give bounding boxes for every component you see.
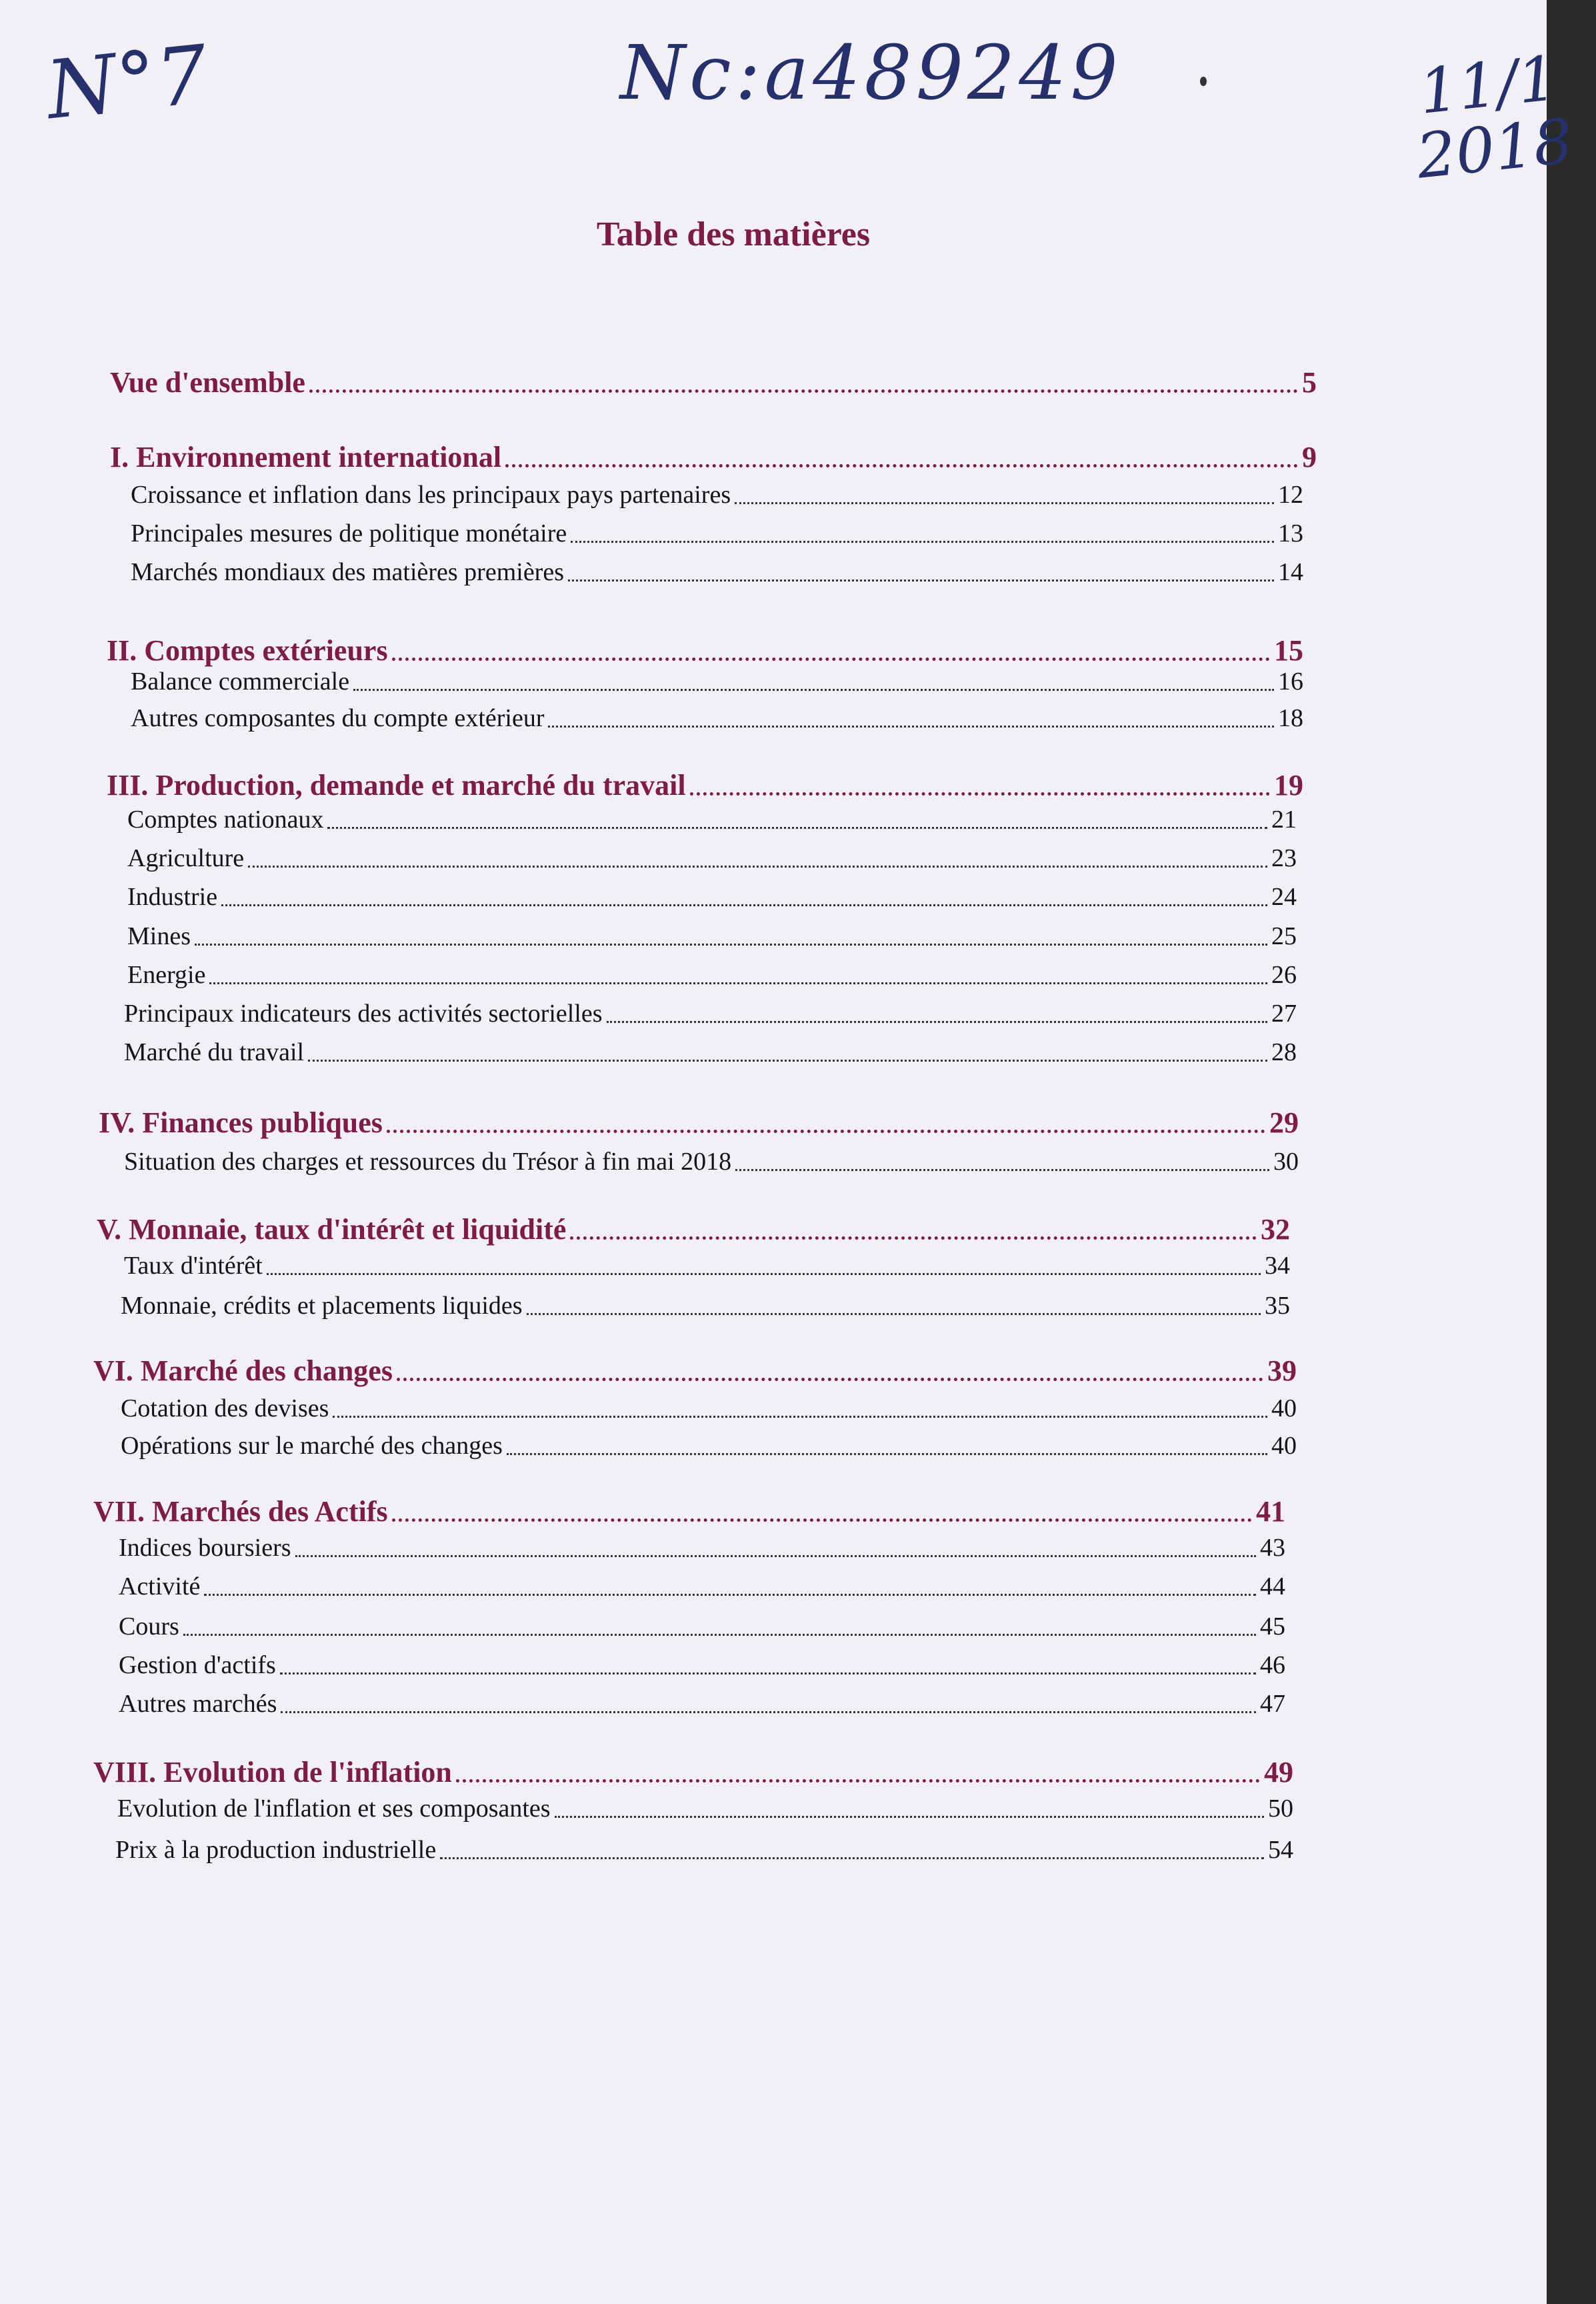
dot-leader [571,541,1274,543]
toc-label: VIII. Evolution de l'inflation [93,1756,452,1789]
toc-label: Mines [127,922,191,950]
toc-page-number: 25 [1271,922,1297,950]
toc-page-number: 47 [1260,1690,1285,1718]
ink-dot [1200,77,1207,86]
toc-entry[interactable] [119,1572,1285,1601]
toc-label: V. Monnaie, taux d'intérêt et liquidité [97,1213,567,1246]
toc-page-number: 26 [1271,961,1297,989]
dot-leader [387,1130,1265,1133]
toc-page-number: 13 [1278,519,1303,547]
dot-leader [392,658,1270,661]
toc-section[interactable] [93,1755,1293,1789]
toc-entry[interactable] [119,1689,1285,1718]
dot-leader [607,1021,1267,1023]
dot-leader [353,689,1274,691]
dot-leader [333,1416,1267,1418]
dot-leader [548,726,1274,728]
toc-page-number: 39 [1267,1354,1297,1387]
toc-label: IV. Finances publiques [99,1106,383,1139]
toc-page-number: 27 [1271,1000,1297,1028]
toc-entry[interactable] [131,480,1303,509]
dot-leader [456,1779,1260,1783]
dot-leader [280,1672,1256,1674]
toc-page-number: 45 [1260,1612,1285,1640]
toc-entry[interactable] [124,999,1297,1028]
dot-leader [392,1518,1252,1522]
toc-section[interactable] [110,365,1317,399]
toc-entry[interactable] [131,667,1303,696]
dot-leader [735,502,1274,504]
toc-page-number: 44 [1260,1572,1285,1600]
dot-leader [308,1060,1267,1062]
toc-label: Balance commerciale [131,668,350,696]
toc-label: Autres composantes du compte extérieur [131,704,545,732]
handwritten-number: N°7 [42,28,212,138]
toc-label: Cours [119,1612,179,1640]
toc-page-number: 49 [1264,1756,1293,1789]
toc-entry[interactable] [127,922,1297,951]
toc-entry[interactable] [131,519,1303,548]
toc-label: Principaux indicateurs des activités sectorielles [124,1000,603,1028]
dot-leader [327,827,1267,829]
toc-entry[interactable] [131,704,1303,733]
toc-label: Activité [119,1572,201,1600]
toc-page-number: 34 [1265,1252,1290,1280]
toc-label: Indices boursiers [119,1534,291,1562]
toc-entry[interactable] [127,844,1297,873]
toc-page-number: 9 [1302,441,1317,473]
toc-entry[interactable] [121,1431,1297,1460]
toc-entry[interactable] [119,1650,1285,1680]
toc-label: Agriculture [127,844,245,872]
toc-label: Principales mesures de politique monétaire [131,519,567,547]
toc-page-number: 29 [1269,1106,1299,1139]
toc-entry[interactable] [121,1394,1297,1423]
toc-label: Marché du travail [124,1038,305,1066]
toc-section[interactable] [110,440,1317,474]
toc-label: Croissance et inflation dans les principaux pays partenaires [131,481,731,509]
toc-page-number: 40 [1271,1394,1297,1422]
dot-leader [295,1555,1256,1557]
dot-leader [527,1313,1261,1315]
toc-section[interactable] [93,1354,1297,1388]
toc-label: Situation des charges et ressources du Trésor à fin mai 2018 [124,1148,732,1176]
toc-label: Evolution de l'inflation et ses composantes [117,1795,551,1823]
toc-page-number: 23 [1271,844,1297,872]
toc-entry[interactable] [127,805,1297,834]
handwritten-date-line2: 2018 [1413,105,1577,193]
toc-label: Cotation des devises [121,1394,329,1422]
toc-label: Energie [127,961,206,989]
dot-leader [281,1711,1256,1713]
toc-page-number: 35 [1265,1292,1290,1320]
toc-label: Autres marchés [119,1690,277,1718]
toc-entry[interactable] [124,1251,1290,1280]
dot-leader [507,1453,1267,1455]
toc-page-number: 5 [1302,366,1317,399]
toc-section[interactable] [99,1106,1299,1140]
toc-entry[interactable] [131,557,1303,587]
toc-label: Prix à la production industrielle [115,1836,437,1864]
toc-page-number: 54 [1268,1836,1293,1864]
toc-label: III. Production, demande et marché du travail [107,769,686,802]
toc-section[interactable] [107,768,1303,802]
dot-leader [397,1378,1263,1381]
toc-page-number: 40 [1271,1432,1297,1460]
dot-leader [735,1169,1269,1171]
toc-entry[interactable] [117,1794,1293,1823]
toc-label: Vue d'ensemble [110,366,305,399]
dot-leader [204,1594,1256,1596]
toc-label: Industrie [127,883,218,911]
toc-page-number: 21 [1271,806,1297,834]
toc-entry[interactable] [119,1533,1285,1562]
toc-label: VII. Marchés des Actifs [93,1495,388,1528]
toc-page-number: 28 [1271,1038,1297,1066]
dot-leader [195,944,1267,946]
toc-label: VI. Marché des changes [93,1354,393,1387]
dot-leader [183,1634,1256,1636]
dot-leader [309,389,1298,393]
dot-leader [555,1816,1264,1818]
toc-page-number: 19 [1274,769,1303,802]
toc-entry[interactable] [121,1291,1290,1320]
dot-leader [209,982,1267,984]
toc-page-number: 50 [1268,1795,1293,1823]
dot-leader [505,464,1298,467]
handwritten-reference: Nc:a489249 [620,30,1122,117]
toc-page-number: 30 [1273,1148,1299,1176]
toc-page-number: 43 [1260,1534,1285,1562]
toc-section[interactable] [93,1494,1285,1528]
toc-label: Opérations sur le marché des changes [121,1432,503,1460]
toc-page-number: 15 [1274,634,1303,667]
toc-page-number: 46 [1260,1651,1285,1679]
page-title: Table des matières [596,215,871,253]
toc-label: II. Comptes extérieurs [107,634,388,667]
toc-entry[interactable] [124,1147,1299,1176]
toc-section[interactable] [107,634,1303,668]
toc-entry[interactable] [124,1038,1297,1067]
toc-page-number: 12 [1278,481,1303,509]
handwritten-date-line1: 11/1 [1415,42,1561,128]
toc-page-number: 14 [1278,558,1303,586]
toc-entry[interactable] [115,1835,1293,1865]
toc-page-number: 41 [1256,1495,1285,1528]
toc-page-number: 24 [1271,883,1297,911]
dot-leader [690,792,1270,796]
handwritten-date [1407,42,1577,193]
toc-label: Marchés mondiaux des matières premières [131,558,564,586]
dot-leader [440,1857,1264,1859]
dot-leader [570,1236,1257,1240]
toc-label: Taux d'intérêt [124,1252,263,1280]
toc-entry[interactable] [119,1612,1285,1641]
dot-leader [221,904,1267,906]
toc-page-number: 32 [1261,1213,1290,1246]
toc-label: Gestion d'actifs [119,1651,276,1679]
toc-entry[interactable] [127,882,1297,912]
toc-page-number: 18 [1278,704,1303,732]
dot-leader [248,866,1267,868]
toc-section[interactable] [97,1212,1290,1246]
dot-leader [568,580,1274,582]
toc-label: Comptes nationaux [127,806,324,834]
toc-entry[interactable] [127,960,1297,990]
toc-label: Monnaie, crédits et placements liquides [121,1292,523,1320]
toc-label: I. Environnement international [110,441,502,473]
toc-page-number: 16 [1278,668,1303,696]
dot-leader [267,1273,1261,1275]
